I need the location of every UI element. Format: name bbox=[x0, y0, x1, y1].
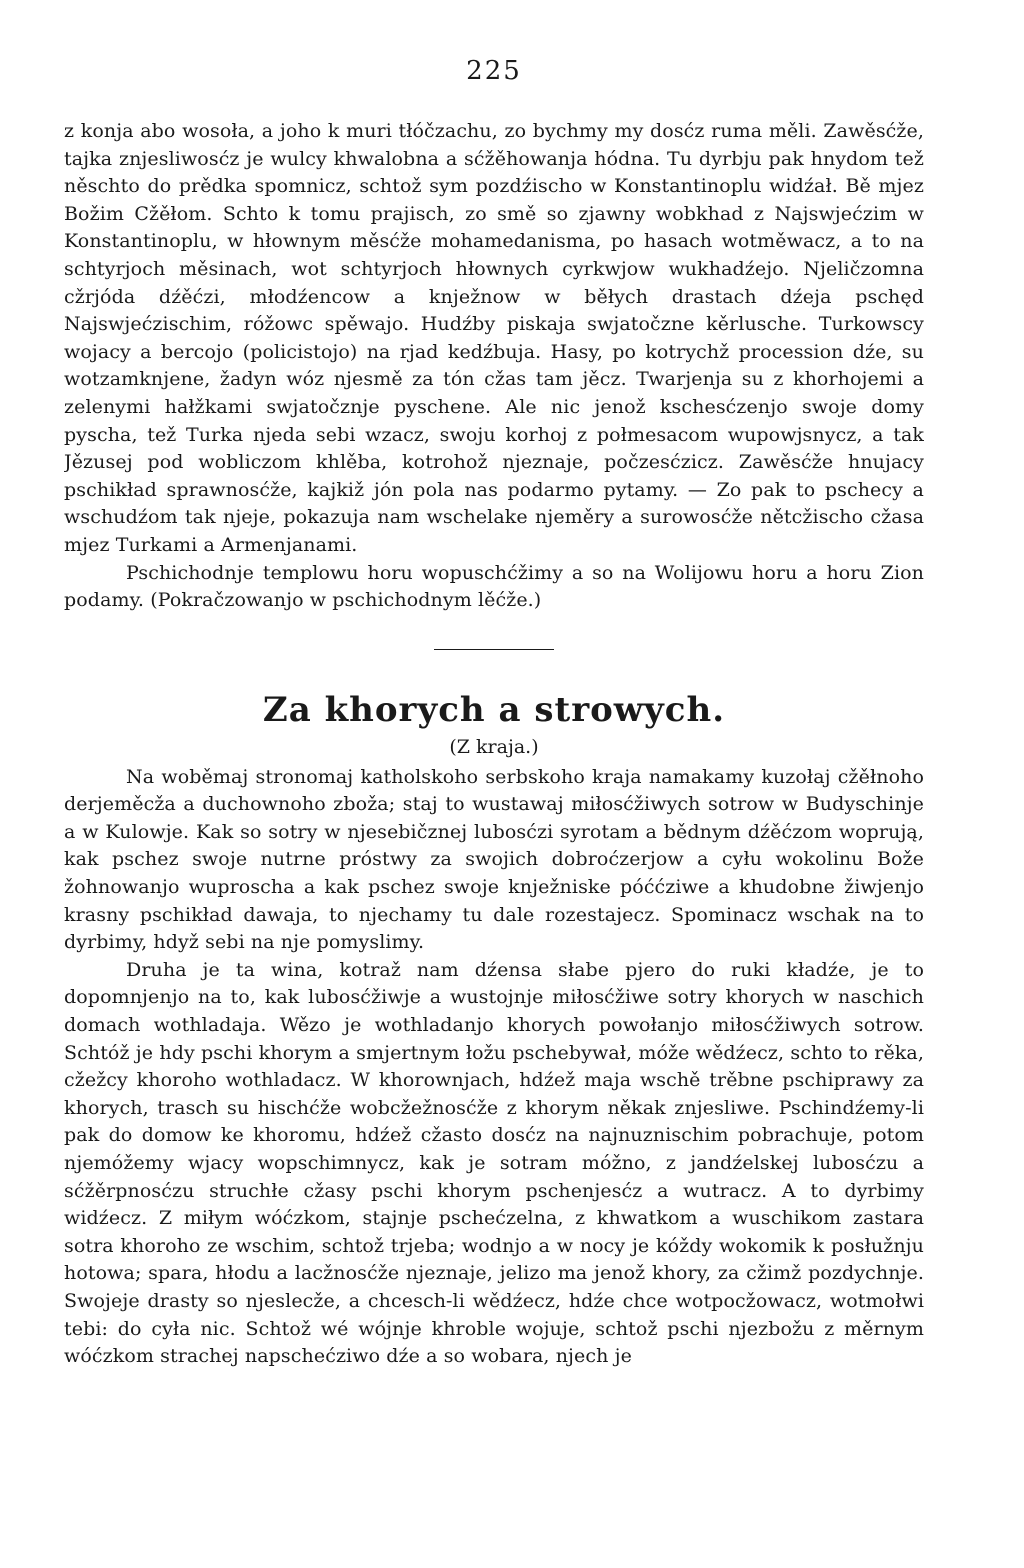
page-number: 225 bbox=[466, 56, 522, 86]
article2-subtitle: (Z kraja.) bbox=[449, 735, 539, 758]
article2-paragraph-1: Na woběmaj stronomaj katholskoho serbskoho kraja namakamy kuzołaj cžěłnoho derjeměcža a duchownoho zboža; staj to wustawaj miłosćžiwych sotrow w Budyschinje a w Kulowje. Kak so sotry w njesebičznej lubosćzi syrotam a bědnym dźěćzom woprują, kak pschez swoje nutrne próstwy za swojich dobroćzerjow a cyłu wokolinu Bože žohnowanjo wuproscha a kak pschez swoje knježniske póććziwe a khudobne žiwjenjo krasny pschikład dawaja, to njechamy tu dale rozestajecz. Spominacz wschak na to dyrbimy, hdyž sebi na nje pomyslimy. bbox=[64, 765, 924, 954]
document-page bbox=[64, 56, 924, 1546]
article1-paragraph-1: z konja abo wosoła, a joho k muri tłóčzachu, zo bychmy my dosćz ruma měli. Zawěsćže, tajka znjesliwosćz je wulcy khwalobna a sćžěhowanja hódna. Tu dyrbju pak hnydom tež něschto do prědka spomnicz, schtož sym pozdźischo w Konstantinoplu widźał. Bě mjez Božim Cžěłom. Schto k tomu prajisch, zo smě so zjawny wobkhad z Najswjećzim w Konstantinoplu, w hłownym měsćže mohamedanisma, po hasach wotměwacz, a to na schtyrjoch měsinach, wot schtyrjoch hłownych cyrkwjow wukhadźejo. Njeličzomna cžrjóda dźěćzi, młodźencow a knježnow w běłych drastach dźeja pschęd Najswjećzischim, róžowc spěwajo. Hudźby piskaja swjatočzne kěrlusche. Turkowscy wojacy a bercojo (policistojo) na rjad kedźbuja. Hasy, po kotrychž procession dźe, su wotzamknjene, žadyn wóz njesmě za tón cžas tam jěcz. Twarjenja su z khorhojemi a zelenymi hałžkami swjatočznje pyschene. Ale nic jenož kschesćzenjo swoje domy pyscha, tež Turka njeda sebi wzacz, swoju korhoj z połmesacom wupowjsnycz, a tak Jězusej pod wobliczom khlěba, kotrohož njeznaje, počzesćzicz. Zawěsćže hnujacy pschikład sprawnosćže, kajkiž jón pola nas podarmo pytamy. — Zo pak to pschecy a wschudźom tak njeje, pokazuja nam wschelake njeměry a surowosćže nětcžischo cžasa mjez Turkami a Armenjanami. bbox=[64, 120, 924, 556]
article2-title: Za khorych a strowych. bbox=[262, 689, 726, 730]
article1-paragraph-2: Pschichodnje templowu horu wopuschćžimy a so na Wolijowu horu a horu Zion podamy. (Pokračzowanjo w pschichodnym lěćže.) bbox=[64, 561, 924, 612]
section-divider bbox=[434, 649, 554, 650]
article2-paragraph-2: Druha je ta wina, kotraž nam dźensa słabe pjero do ruki kładźe, je to dopomnjenjo na to, kak lubosćžiwje a wustojnje miłosćžiwe sotry khorych w naschich domach wothladaja. Wězo je wothladanjo khorych powołanjo miłosćžiwych sotrow. Schtóž je hdy pschi khorym a smjertnym łožu pschebywał, móže wědźecz, schto to rěka, cžežcy khoroho wothladacz. W khorownjach, hdźež maja wschě trěbne pschiprawy za khorych, trasch su hischćže wobcžežnosćže z khorym někak znjesliwe. Pschindźemy-li pak do domow ke khoromu, hdźež cžasto dosćz na najnuznischim pobrachuje, potom njemóžemy wjacy wopschimnycz, kak je sotram móžno, z jandźelskej lubosćzu a sćžěrpnosćzu struchłe cžasy pschi khorym pschenjesćz a wutracz. A to dyrbimy widźecz. Z miłym wóćzkom, stajnje pschećzelna, z khwatkom a wuschikom zastara sotra khoroho ze wschim, schtož trjeba; wodnjo a w nocy je kóždy wokomik k posłužnju hotowa; spara, hłodu a lacžnosćže njeznaje, jelizo ma jenož khory, za cžimž pozdychnje. Swojeje drasty so njeslecže, a chcesch-li wědźecz, hdźe chce wotpocžowacz, wotmołwi tebi: do cyła nic. Schtož wé wójnje khroble wojuje, schtož pschi njezbožu z měrnym wóćzkom strachej napschećziwo dźe a so wobara, njech je bbox=[64, 958, 924, 1368]
